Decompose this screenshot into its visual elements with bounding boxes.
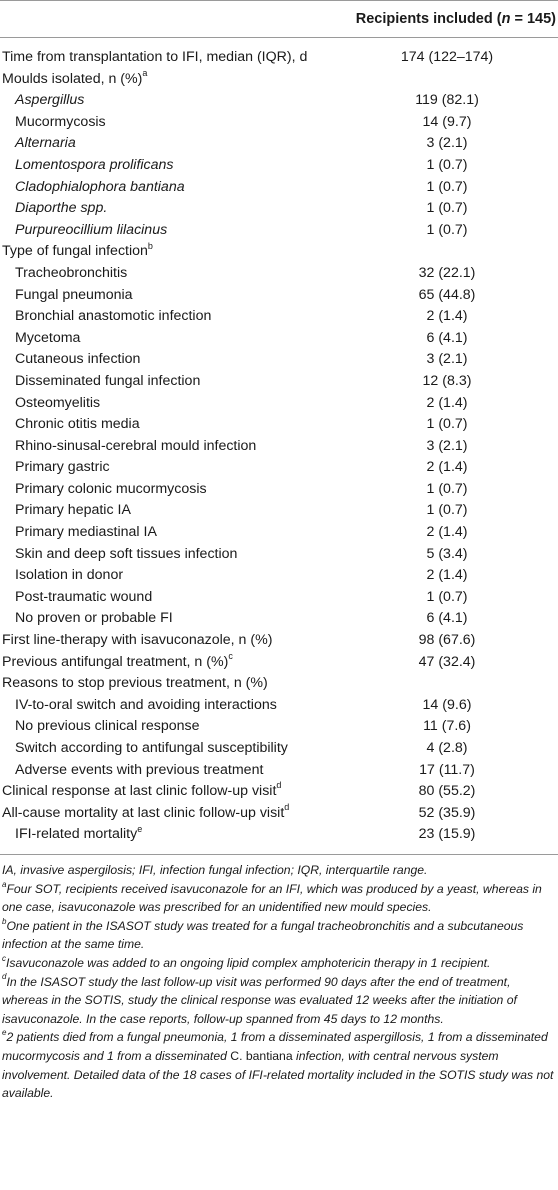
table-header <box>0 1 558 37</box>
table-row <box>0 608 558 630</box>
table-row <box>0 500 558 522</box>
row-label: Previous antifungal treatment, n (%)$^c$ <box>2 650 233 670</box>
row-label: Primary hepatic IA <box>15 502 131 519</box>
table-body <box>0 47 558 846</box>
row-label: Switch according to antifungal susceptibility <box>15 740 288 756</box>
row-value: 32 (22.1) <box>418 264 476 281</box>
row-label: All-cause mortality at last clinic follow-up visit$^d$ <box>2 802 290 821</box>
row-value: 1 (0.7) <box>426 502 468 519</box>
row-value: 4 (2.8) <box>426 740 468 756</box>
table-row <box>0 155 558 177</box>
row-label: Adverse events with previous treatment <box>15 761 264 778</box>
row-label: Lomentospora prolificans <box>15 156 174 173</box>
table-row <box>0 630 558 652</box>
table-row <box>0 241 558 263</box>
table-row <box>0 133 558 155</box>
row-value: 2 (1.4) <box>426 394 468 411</box>
row-value: 5 (3.4) <box>426 545 468 562</box>
row-label: Skin and deep soft tissues infection <box>15 545 238 562</box>
row-value: 2 (1.4) <box>426 308 468 325</box>
table-row <box>0 328 558 350</box>
row-value: 47 (32.4) <box>418 653 476 670</box>
row-label: No previous clinical response <box>15 718 200 735</box>
row-value: 1 (0.7) <box>426 200 468 217</box>
row-value: 65 (44.8) <box>418 286 476 303</box>
row-value: 2 (1.4) <box>426 524 468 541</box>
row-value: 12 (8.3) <box>422 372 472 389</box>
footnote-abbreviations: IA, invasive aspergilosis; IFI, infection fungal infection; IQR, interquartile range. <box>2 862 428 877</box>
row-value: 1 (0.7) <box>426 588 468 605</box>
footnote-b: $^b$One patient in the ISASOT study was treated for a fungal tracheobronchitis and a subcutaneous infection at the same time. <box>2 916 524 952</box>
row-label: Tracheobronchitis <box>15 264 128 281</box>
table-row <box>0 263 558 285</box>
row-value: 6 (4.1) <box>426 329 468 346</box>
footnote-mark: b <box>147 240 153 251</box>
row-label: Primary mediastinal IA <box>15 524 157 541</box>
row-value: 1 (0.7) <box>426 221 468 238</box>
row-label: Clinical response at last clinic follow-up visit$^d$ <box>2 780 282 800</box>
row-label: IV-to-oral switch and avoiding interactions <box>15 696 277 713</box>
table-row <box>0 69 558 91</box>
table-row <box>0 522 558 544</box>
row-label: Disseminated fungal infection <box>15 372 201 389</box>
row-label: Time from transplantation to IFI, median (IQR), d <box>2 49 308 65</box>
row-value: 174 (122–174) <box>400 49 494 65</box>
table-row <box>0 587 558 609</box>
footnote-mark: e <box>137 823 143 834</box>
row-value: 119 (82.1) <box>415 92 479 109</box>
row-label: Diaporthe spp. <box>15 200 108 217</box>
row-value: 2 (1.4) <box>426 459 468 476</box>
table-row <box>0 112 558 134</box>
table-row <box>0 393 558 415</box>
table-row <box>0 457 558 479</box>
table-row <box>0 177 558 199</box>
row-value: 98 (67.6) <box>418 632 476 649</box>
row-label: Mucormycosis <box>15 113 106 130</box>
table-row <box>0 760 558 782</box>
footnote-mark: d <box>276 780 282 791</box>
row-label: Primary colonic mucormycosis <box>15 480 207 497</box>
row-value: 1 (0.7) <box>426 156 468 173</box>
table-row <box>0 436 558 458</box>
row-label: No proven or probable FI <box>15 610 173 627</box>
table-row <box>0 371 558 393</box>
row-value: 1 (0.7) <box>426 178 468 195</box>
table-row <box>0 90 558 112</box>
table-row <box>0 479 558 501</box>
row-value: 14 (9.7) <box>422 113 472 130</box>
row-value: 1 (0.7) <box>426 480 468 497</box>
footnote-e: $^e$2 patients died from a fungal pneumonia, 1 from a disseminated aspergillosis, 1 from a disseminated mucormycosis and 1 from a disseminated C. bantiana infection, with central nervous system involvement. Detailed data of the 18 cases of IFI-related mortality included in the SOTIS study was not available. <box>2 1028 554 1101</box>
row-label: Rhino-sinusal-cerebral mould infection <box>15 437 257 454</box>
row-value: 3 (2.1) <box>426 437 468 454</box>
table-row <box>0 285 558 307</box>
row-label: Aspergillus <box>15 92 85 109</box>
row-label: Bronchial anastomotic infection <box>15 308 212 325</box>
row-value: 3 (2.1) <box>426 351 468 368</box>
row-value: 14 (9.6) <box>422 696 472 713</box>
row-label: Cladophialophora bantiana <box>15 178 185 195</box>
row-label: Cutaneous infection <box>15 351 141 368</box>
row-label: Osteomyelitis <box>15 394 101 411</box>
row-value: 52 (35.9) <box>418 804 476 821</box>
row-value: 17 (11.7) <box>419 761 475 778</box>
table-row <box>0 716 558 738</box>
table-row <box>0 652 558 674</box>
row-label: Type of fungal infection$^b$ <box>2 240 153 260</box>
table-row <box>0 695 558 717</box>
column-header-recipients: Recipients included (n = 145) <box>355 11 556 27</box>
table-row <box>0 565 558 587</box>
row-value: 2 (1.4) <box>426 567 468 584</box>
row-value: 3 (2.1) <box>426 135 468 152</box>
row-label: First line-therapy with isavuconazole, n (%) <box>2 632 273 649</box>
row-label: IFI-related mortality$^e$ <box>15 823 143 843</box>
table-row <box>0 544 558 566</box>
table-row <box>0 824 558 846</box>
row-value: 23 (15.9) <box>418 826 476 843</box>
footnote-mark: c <box>228 650 233 661</box>
row-label: Reasons to stop previous treatment, n (%) <box>2 675 268 692</box>
footnotes <box>0 855 558 1103</box>
table-row <box>0 803 558 825</box>
row-label: Alternaria <box>15 135 76 152</box>
footnote-mark: d <box>284 802 290 813</box>
row-label: Mycetoma <box>15 329 81 346</box>
table-row <box>0 47 558 69</box>
table-row <box>0 220 558 242</box>
footnote-d: $^d$In the ISASOT study the last follow-up visit was performed 90 days after the end of treatment, whereas in the SOTIS, study the clinical response was evaluated 12 weeks after the initiation of isavuconazole. In the case reports, follow-up spanned from 45 days to 12 months. <box>2 972 517 1026</box>
row-value: 6 (4.1) <box>426 610 468 627</box>
row-value: 11 (7.6) <box>423 718 471 735</box>
table-row <box>0 738 558 760</box>
footnote-c: $^c$Isavuconazole was added to an ongoing lipid complex amphotericin therapy in 1 recipient. <box>2 953 491 970</box>
row-label: Moulds isolated, n (%)$^a$ <box>2 67 148 87</box>
row-label: Fungal pneumonia <box>15 286 133 303</box>
table-row <box>0 198 558 220</box>
row-value: 1 (0.7) <box>426 416 468 433</box>
table-row <box>0 306 558 328</box>
table-row <box>0 349 558 371</box>
footnote-mark: a <box>142 67 148 78</box>
row-label: Chronic otitis media <box>15 416 140 433</box>
row-value: 80 (55.2) <box>418 783 476 800</box>
footnote-a: $^a$Four SOT, recipients received isavuconazole for an IFI, which was produced by a yeast, whereas in one case, isavuconazole was prescribed for an unidentified new mould species. <box>2 879 542 915</box>
table-row <box>0 781 558 803</box>
table-row <box>0 673 558 695</box>
row-label: Post-traumatic wound <box>15 588 153 605</box>
table-row <box>0 414 558 436</box>
row-label: Primary gastric <box>15 459 110 476</box>
row-label: Isolation in donor <box>15 567 124 584</box>
row-label: Purpureocillium lilacinus <box>15 221 168 238</box>
